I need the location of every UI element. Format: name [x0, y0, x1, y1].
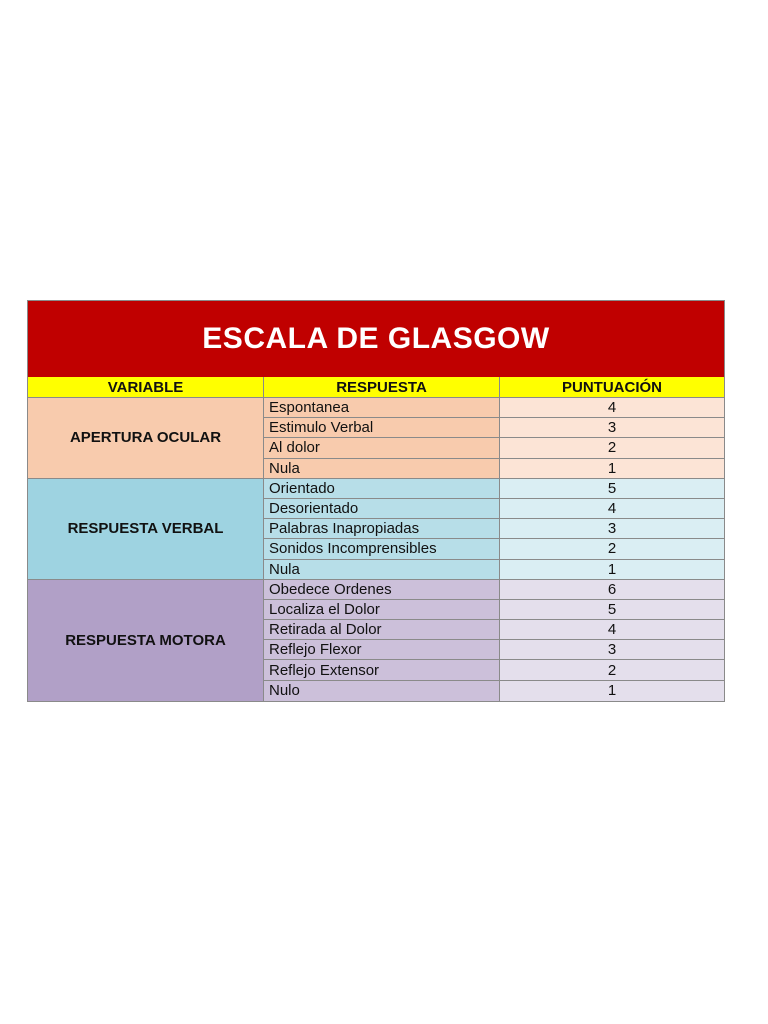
response-cell: Reflejo Extensor: [264, 660, 500, 680]
score-cell: 4: [500, 499, 724, 519]
glasgow-scale-table: [27, 300, 725, 702]
score-cell: 5: [500, 479, 724, 499]
header-puntuacion: PUNTUACIÓN: [500, 377, 724, 398]
response-cell: Retirada al Dolor: [264, 620, 500, 640]
score-cell: 6: [500, 580, 724, 600]
score-cell: 1: [500, 560, 724, 580]
response-cell: Localiza el Dolor: [264, 600, 500, 620]
response-cell: Orientado: [264, 479, 500, 499]
score-cell: 4: [500, 620, 724, 640]
group-respuesta-motora: [28, 580, 724, 701]
response-cell: Nula: [264, 560, 500, 580]
score-cell: 3: [500, 519, 724, 539]
response-cell: Al dolor: [264, 438, 500, 458]
score-cell: 2: [500, 539, 724, 559]
response-cell: Espontanea: [264, 398, 500, 418]
group-label-apertura-ocular: APERTURA OCULAR: [28, 398, 264, 479]
score-cell: 3: [500, 640, 724, 660]
score-cell: 1: [500, 681, 724, 701]
score-cell: 4: [500, 398, 724, 418]
response-cell: Nula: [264, 459, 500, 479]
response-cell: Obedece Ordenes: [264, 580, 500, 600]
response-cell: Palabras Inapropiadas: [264, 519, 500, 539]
table-title: ESCALA DE GLASGOW: [28, 301, 724, 377]
score-cell: 2: [500, 438, 724, 458]
header-respuesta: RESPUESTA: [264, 377, 500, 398]
group-label-respuesta-verbal: RESPUESTA VERBAL: [28, 479, 264, 580]
response-cell: Sonidos Incomprensibles: [264, 539, 500, 559]
header-variable: VARIABLE: [28, 377, 264, 398]
response-cell: Reflejo Flexor: [264, 640, 500, 660]
score-cell: 5: [500, 600, 724, 620]
group-respuesta-verbal: [28, 479, 724, 580]
score-cell: 3: [500, 418, 724, 438]
response-cell: Nulo: [264, 681, 500, 701]
score-cell: 1: [500, 459, 724, 479]
response-cell: Desorientado: [264, 499, 500, 519]
response-cell: Estimulo Verbal: [264, 418, 500, 438]
group-apertura-ocular: [28, 398, 724, 479]
score-cell: 2: [500, 660, 724, 680]
table-header-row: [28, 377, 724, 398]
group-label-respuesta-motora: RESPUESTA MOTORA: [28, 580, 264, 701]
